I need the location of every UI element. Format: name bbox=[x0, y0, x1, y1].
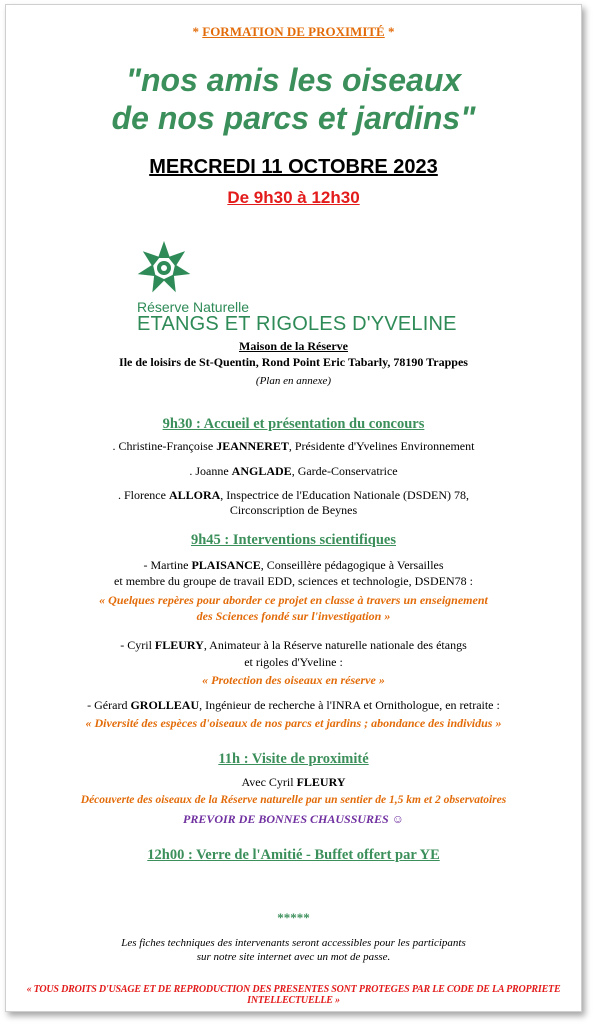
section-heading-buffet: 12h00 : Verre de l'Amitié - Buffet offert par YE bbox=[147, 847, 440, 863]
speaker-grolleau: - Gérard GROLLEAU, Ingénieur de recherche à l'INRA et Ornithologue, en retraite : bbox=[87, 698, 500, 712]
event-title: "nos amis les oiseaux de nos parcs et jardins" bbox=[111, 62, 476, 136]
speaker-allora-line2: Circonscription de Beynes bbox=[229, 503, 358, 517]
visit-guide: Avec Cyril FLEURY bbox=[241, 775, 346, 789]
copyright-notice: « TOUS DROITS D'USAGE ET DE REPRODUCTION DES PRESENTES SONT PROTEGES PAR LE CODE DE LA PROPRIETE INTELLECTUELLE » bbox=[26, 984, 561, 1006]
visit-description: Découverte des oiseaux de la Réserve naturelle par un sentier de 1,5 km et 2 observatoires bbox=[80, 794, 507, 806]
talk-title-plaisance-1: « Quelques repères pour aborder ce projet en classe à travers un enseignement bbox=[99, 593, 488, 607]
visit-shoes-note: PREVOIR DE BONNES CHAUSSURES ☺ bbox=[183, 812, 404, 826]
talk-title-fleury: « Protection des oiseaux en réserve » bbox=[202, 673, 385, 687]
separator-stars: ***** bbox=[277, 910, 310, 925]
section-heading-science: 9h45 : Interventions scientifiques bbox=[190, 532, 397, 548]
venue-address: Ile de loisirs de St-Quentin, Rond Point Eric Tabarly, 78190 Trappes bbox=[119, 355, 468, 369]
star-flower-icon bbox=[137, 241, 191, 295]
speaker-plaisance-line2: et membre du groupe de travail EDD, sciences et technologie, DSDEN78 : bbox=[114, 574, 473, 588]
speaker-jeanneret: . Christine-Françoise JEANNERET, Présidente d'Yvelines Environnement bbox=[112, 439, 475, 453]
document-page bbox=[5, 4, 582, 1012]
speaker-plaisance: - Martine PLAISANCE, Conseillère pédagogique à Versailles bbox=[143, 558, 444, 572]
venue-name: Maison de la Réserve bbox=[239, 339, 348, 353]
logo-text-name: ETANGS ET RIGOLES D'YVELINE bbox=[137, 313, 457, 335]
section-heading-visit: 11h : Visite de proximité bbox=[218, 751, 369, 767]
venue-note: (Plan en annexe) bbox=[255, 375, 332, 387]
training-subtitle: * FORMATION DE PROXIMITÉ * bbox=[192, 24, 395, 39]
speaker-fleury: - Cyril FLEURY, Animateur à la Réserve naturelle nationale des étangs bbox=[120, 638, 467, 652]
event-date: MERCREDI 11 OCTOBRE 2023 bbox=[149, 156, 438, 178]
footer-note: Les fiches techniques des intervenants seront accessibles pour les participants sur notre site internet avec un mot de passe. bbox=[121, 937, 466, 963]
logo-text-reserve: Réserve Naturelle bbox=[137, 299, 250, 315]
speaker-fleury-line2: et rigoles d'Yveline : bbox=[244, 655, 343, 669]
reserve-logo bbox=[137, 241, 467, 341]
event-time: De 9h30 à 12h30 bbox=[227, 188, 360, 207]
section-heading-welcome: 9h30 : Accueil et présentation du concours bbox=[162, 416, 425, 432]
talk-title-grolleau: « Diversité des espèces d'oiseaux de nos parcs et jardins ; abondance des individus » bbox=[85, 716, 502, 730]
talk-title-plaisance-2: des Sciences fondé sur l'investigation » bbox=[196, 609, 391, 623]
speaker-anglade: . Joanne ANGLADE, Garde-Conservatrice bbox=[189, 464, 398, 478]
speaker-allora: . Florence ALLORA, Inspectrice de l'Education Nationale (DSDEN) 78, bbox=[117, 488, 470, 502]
